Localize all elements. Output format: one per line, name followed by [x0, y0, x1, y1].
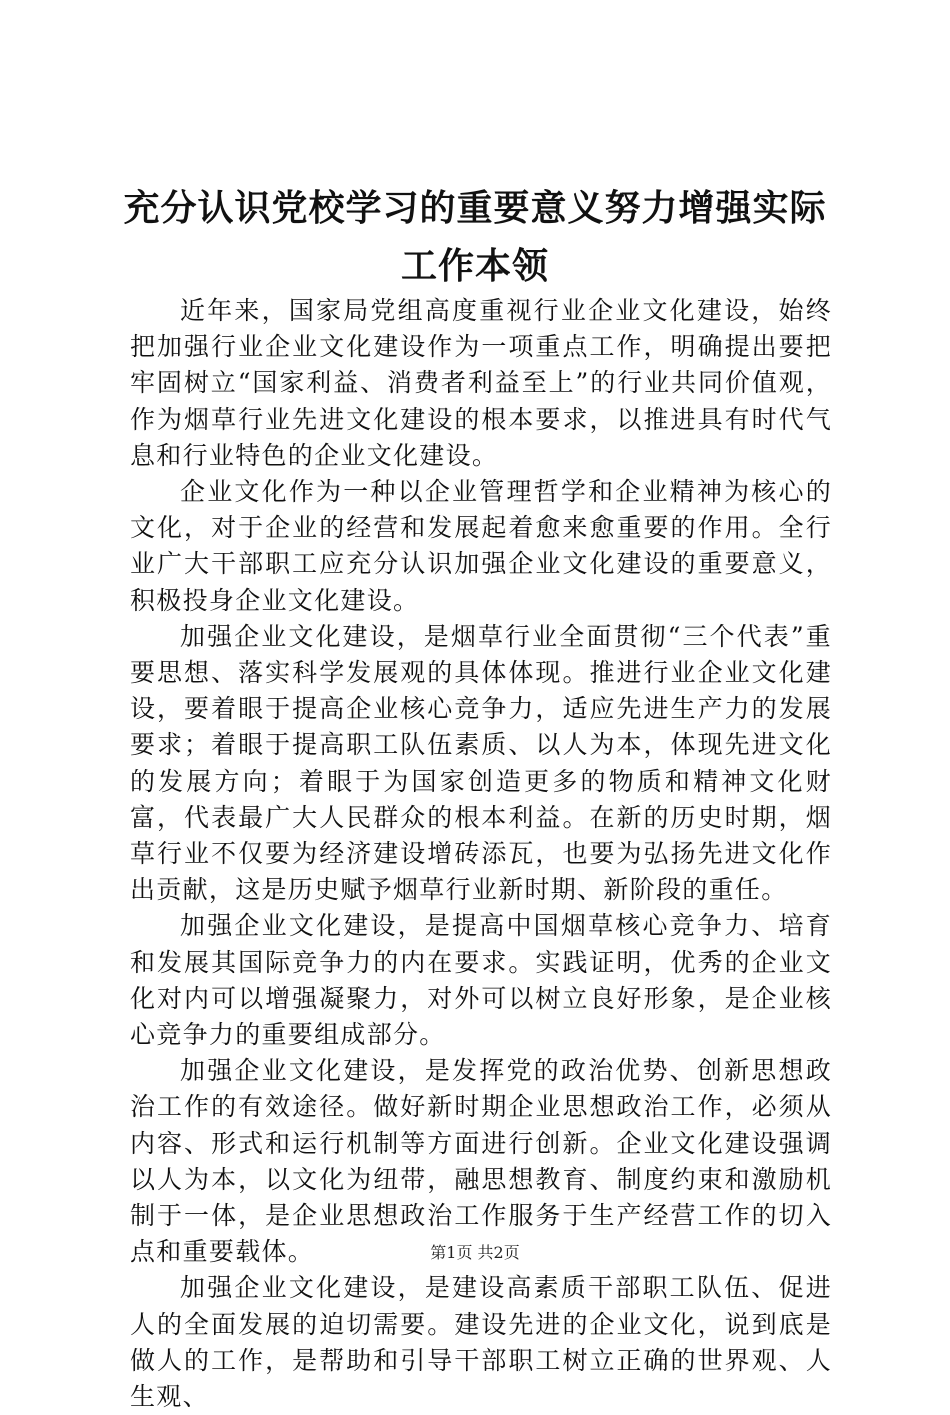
paragraph: 加强企业文化建设，是建设高素质干部职工队伍、促进人的全面发展的迫切需要。建设先进的企业文化，说到底是做人的工作，是帮助和引导干部职工树立正确的世界观、人生观、 [130, 1273, 832, 1412]
paragraph: 加强企业文化建设，是烟草行业全面贯彻“三个代表”重要思想、落实科学发展观的具体体现。推进行业企业文化建设，要着眼于提高企业核心竞争力，适应先进生产力的发展要求；着眼于提高职工队伍素质、以人为本，体现先进文化的发展方向；着眼于为国家创造更多的物质和精神文化财富，代表最广大人民群众的根本利益。在新的历史时期，烟草行业不仅要为经济建设增砖添瓦，也要为弘扬先进文化作出贡献，这是历史赋予烟草行业新时期、新阶段的重任。 [130, 621, 832, 905]
paragraph: 企业文化作为一种以企业管理哲学和企业精神为核心的文化，对于企业的经营和发展起着愈来愈重要的作用。全行业广大干部职工应充分认识加强企业文化建设的重要意义，积极投身企业文化建设。 [130, 477, 832, 615]
paragraph: 加强企业文化建设，是发挥党的政治优势、创新思想政治工作的有效途径。做好新时期企业思想政治工作，必须从内容、形式和运行机制等方面进行创新。企业文化建设强调以人为本，以文化为纽带，融思想教育、制度约束和激励机制于一体，是企业思想政治工作服务于生产经营工作的切入点和重要载体。 [130, 1056, 832, 1267]
paragraph: 近年来，国家局党组高度重视行业企业文化建设，始终把加强行业企业文化建设作为一项重点工作，明确提出要把牢固树立“国家利益、消费者利益至上”的行业共同价值观，作为烟草行业先进文化建设的根本要求，以推进具有时代气息和行业特色的企业文化建设。 [130, 296, 832, 470]
page-footer: 第1页 共2页 [430, 1243, 520, 1262]
document-title: 充分认识党校学习的重要意义努力增强实际工作本领 [123, 188, 827, 287]
paragraph: 加强企业文化建设，是提高中国烟草核心竞争力、培育和发展其国际竞争力的内在要求。实践证明，优秀的企业文化对内可以增强凝聚力，对外可以树立良好形象，是企业核心竞争力的重要组成部分。 [130, 911, 832, 1050]
